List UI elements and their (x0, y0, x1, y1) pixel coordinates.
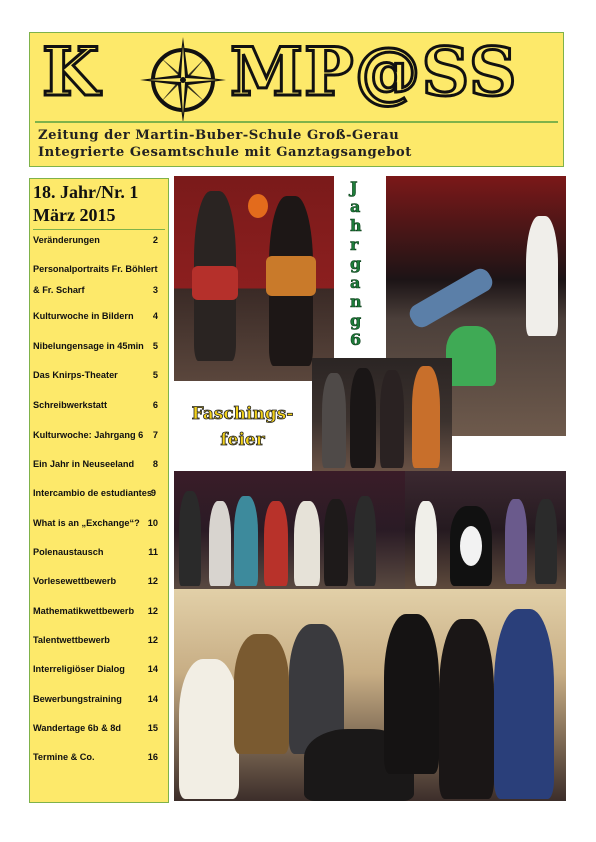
logo (38, 33, 558, 129)
subtitle-school-type: Integrierte Gesamtschule mit Ganztagsangebot (38, 145, 412, 160)
subtitle-school: Zeitung der Martin-Buber-Schule Groß-Gerau (38, 128, 400, 143)
party-photo-group (174, 589, 566, 801)
faschingsfeier-label (175, 386, 310, 470)
issue-date: März 2015 (33, 205, 116, 225)
fasching-line-2: feier (220, 430, 265, 450)
fasching-line-1: Faschings- (191, 404, 294, 424)
logo-text-left: K (42, 33, 101, 111)
party-photo-costumes (174, 471, 405, 589)
party-photo-kiss-balloon (174, 176, 334, 381)
masthead-divider (35, 121, 558, 123)
table-of-contents: 18. Jahr/Nr. 1 März 2015 Veränderungen 2 Personalportraits Fr. Böhlert & Fr. Scharf 3 Kulturwoche in Bildern 4 Nibelungensage in 45min 5 Das Knirps-Theater 5 Schreibwerkstatt 6 Kulturwoche: Jahrgang 6 7 Ein Jahr in Neuseeland 8 Intercambio de estudiantes 9 What is an „Exchange“? 10 Polenaustausch 11 Vorlesewettbewerb 12 Mathematikwettbewerb 12 Talentwettbewerb 12 Interreligiöser Dialog 14 Bewerbungstraining 14 Wandertage 6b & 8d 15 Termine & Co. 16 (29, 178, 169, 803)
issue-volume: 18. Jahr/Nr. 1 (33, 182, 139, 202)
logo-text-right: MP@SS (230, 33, 518, 111)
party-photo-dance (312, 358, 452, 473)
jahrgang-label: J a h r g a n g 6 (337, 176, 383, 356)
compass-rose-icon (138, 35, 228, 125)
masthead (29, 32, 564, 167)
party-photo-penguin (405, 471, 566, 589)
toc-divider (33, 229, 165, 230)
